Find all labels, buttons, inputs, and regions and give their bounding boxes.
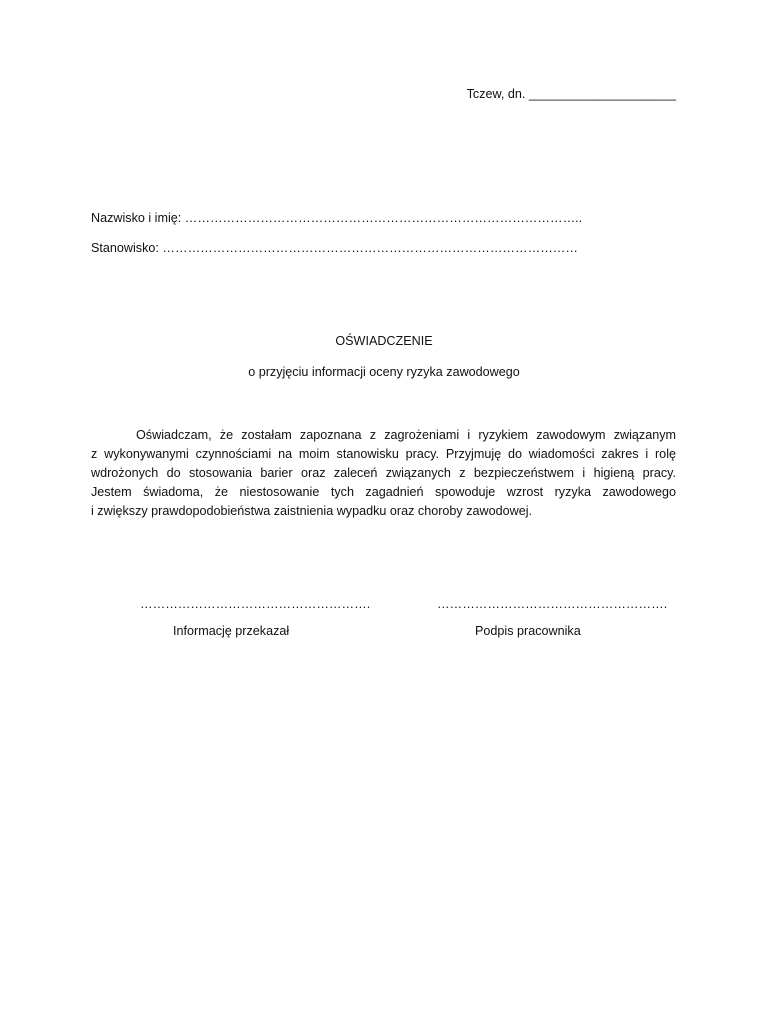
body-line: Oświadczam, że zostałam zapoznana z zagrożeniami i ryzykiem zawodowym związanym — [136, 428, 676, 442]
left-signature-dots: ………………………………………………. — [140, 597, 371, 611]
body-line: Jestem świadoma, że niestosowanie tych zagadnień spowoduje wzrost ryzyka zawodowego — [91, 485, 676, 499]
document-title: OŚWIADCZENIE — [335, 334, 433, 348]
body-line: i zwiększy prawdopodobieństwa zaistnienia wypadku oraz choroby zawodowej. — [91, 504, 533, 518]
name-field-line: Nazwisko i imię: ………………………………………………………………………………….. — [91, 211, 583, 225]
position-field-line: Stanowisko: ……………………………………………………………………………………… — [91, 241, 578, 255]
place-date-line: Tczew, dn. _____________________ — [466, 87, 676, 101]
body-line: z wykonywanymi czynnościami na moim stanowisku pracy. Przyjmuję do wiadomości zakres i rolę — [91, 447, 676, 461]
declaration-body — [91, 426, 676, 521]
right-signature-dots: ………………………………………………. — [437, 597, 668, 611]
document-subtitle: o przyjęciu informacji oceny ryzyka zawodowego — [248, 365, 520, 379]
left-signature-label: Informację przekazał — [173, 624, 290, 638]
body-line: wdrożonych do stosowania barier oraz zaleceń związanych z bezpieczeństwem i higieną pracy. — [91, 466, 676, 480]
right-signature-label: Podpis pracownika — [475, 624, 581, 638]
